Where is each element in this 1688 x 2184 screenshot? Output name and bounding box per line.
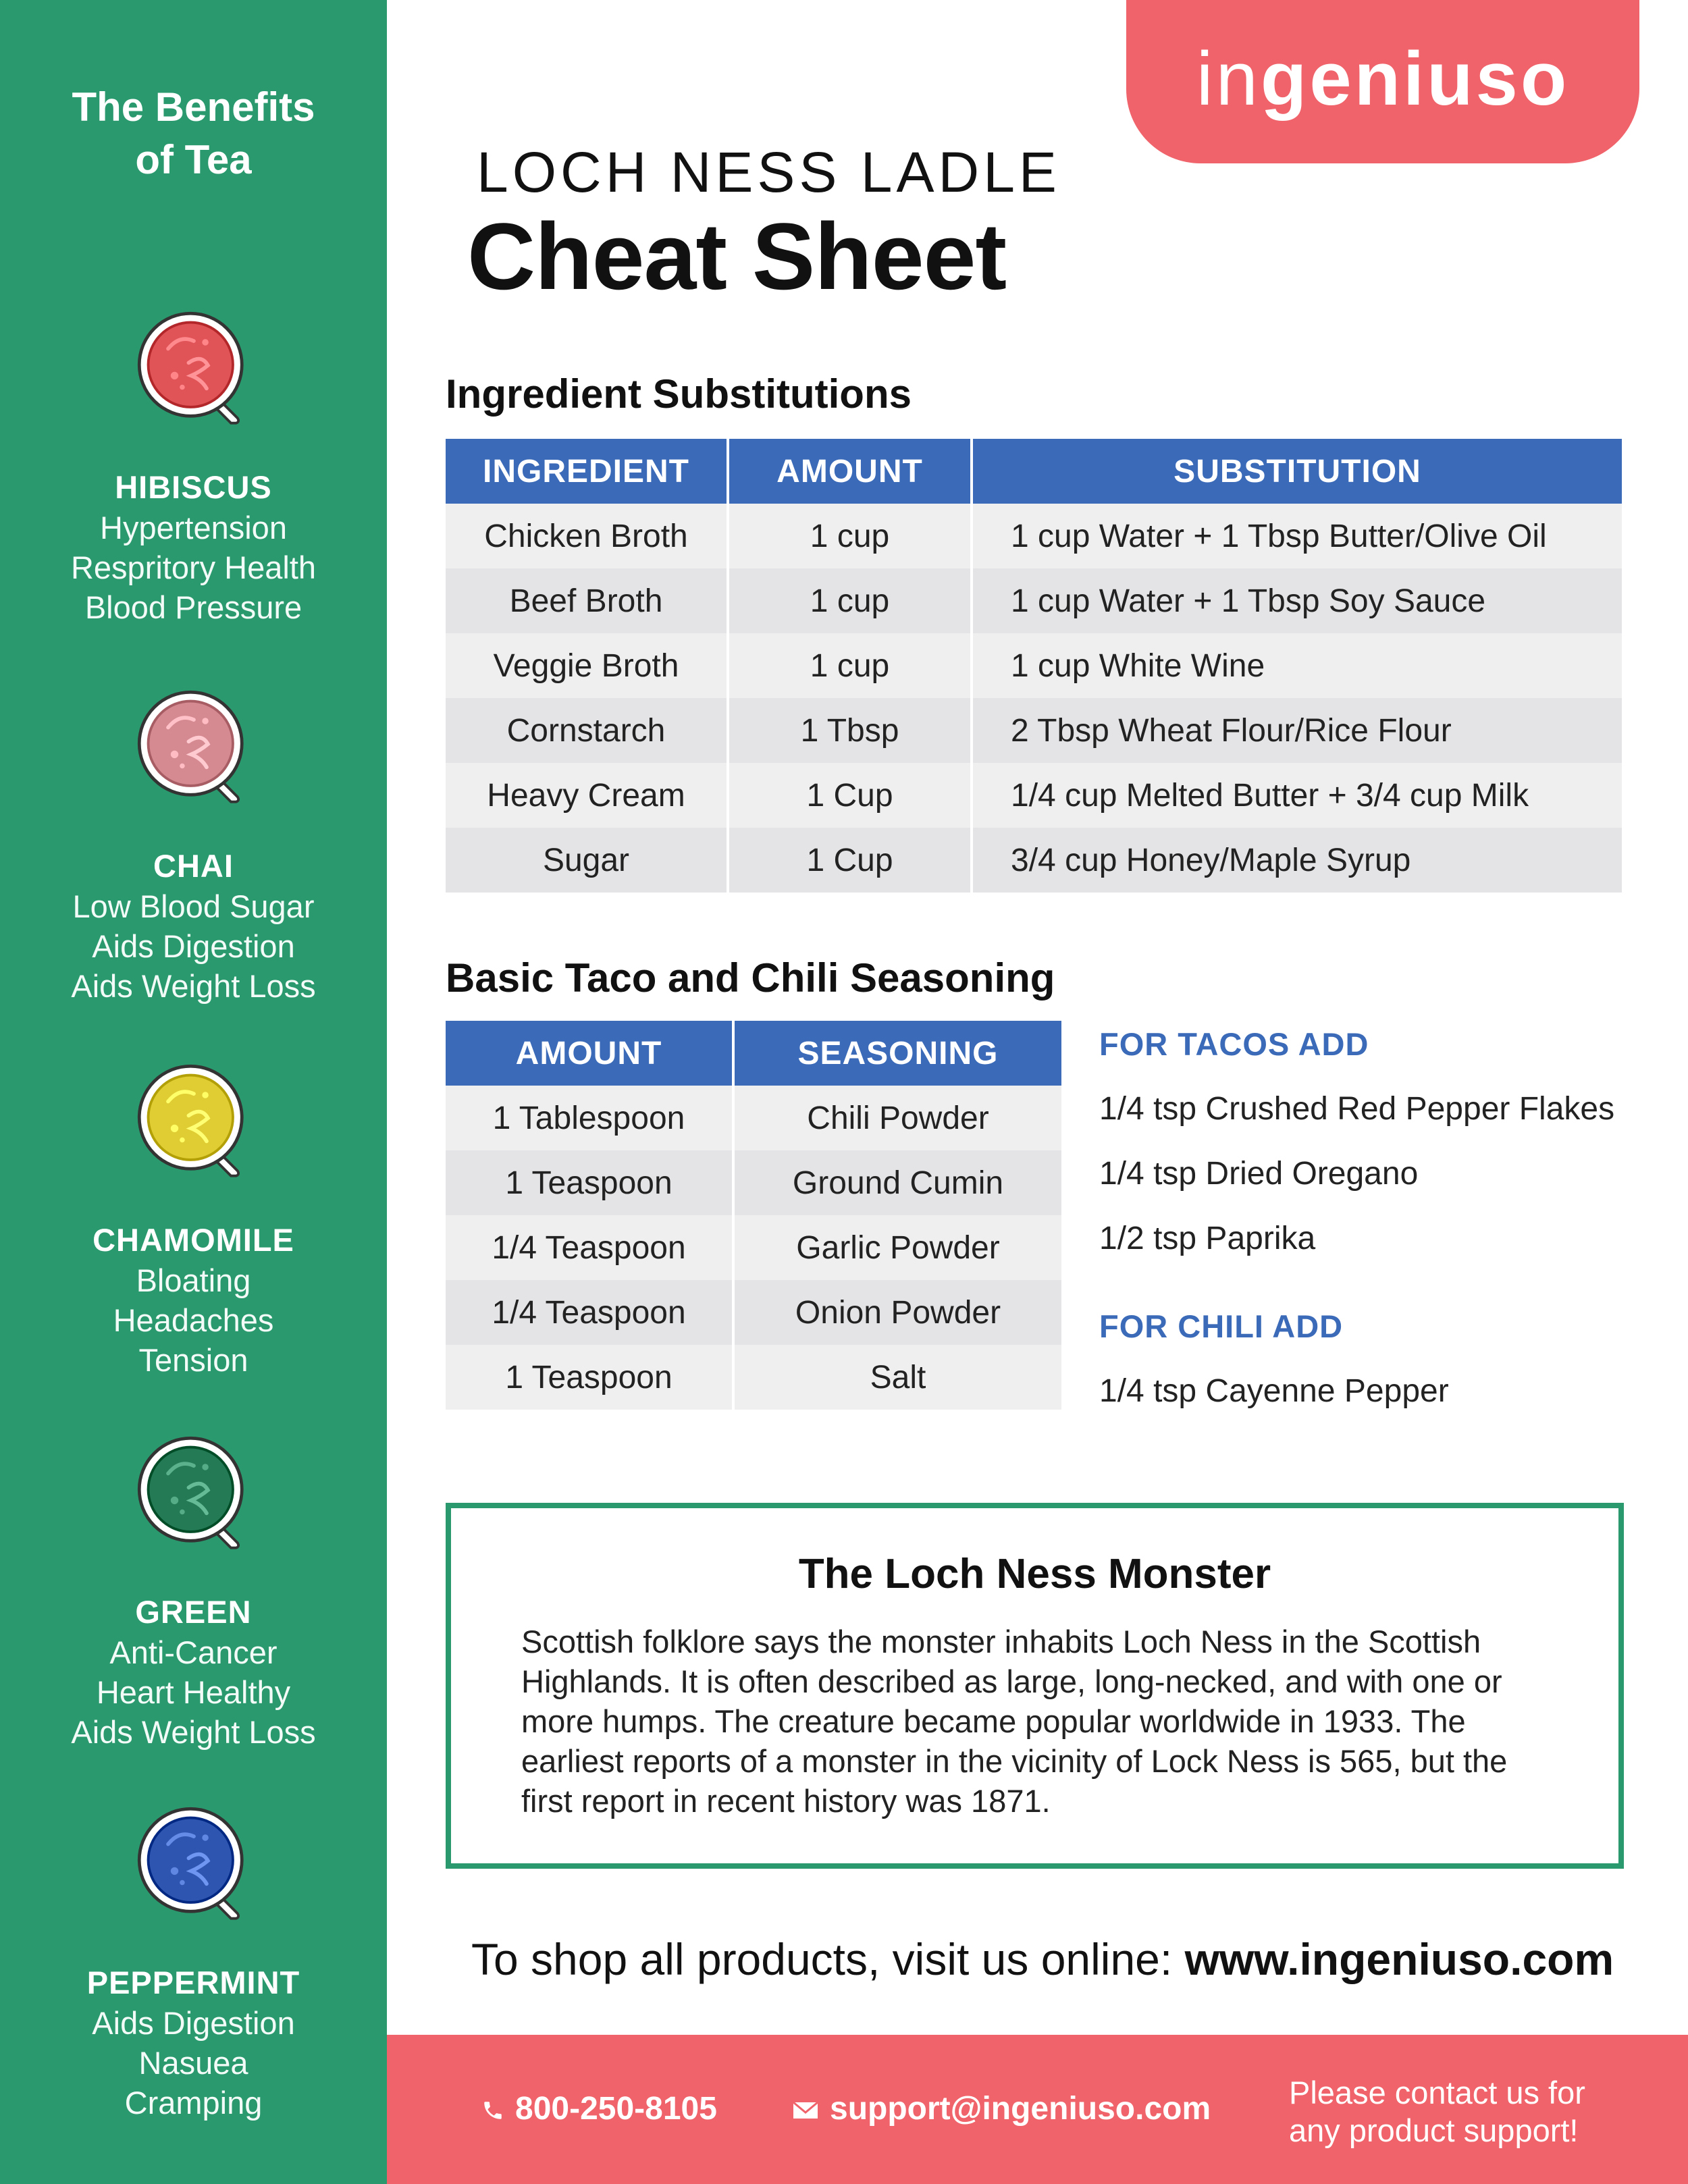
- table-header-row: [446, 439, 1622, 504]
- footer-email[interactable]: [792, 2089, 1211, 2129]
- table-cell: Onion Powder: [735, 1280, 1061, 1345]
- table-header-row: [446, 1021, 1061, 1086]
- table-cell: 1 cup Water + 1 Tbsp Soy Sauce: [973, 568, 1622, 633]
- footer-support-note: Please contact us for any product support!: [1289, 2075, 1585, 2148]
- shop-line: [471, 1931, 1614, 1988]
- substitutions-table: [443, 439, 1625, 893]
- shop-text: To shop all products, visit us online:: [471, 1934, 1185, 1984]
- table-cell: 3/4 cup Honey/Maple Syrup: [973, 828, 1622, 893]
- logo: ingeniuso: [1196, 36, 1570, 121]
- table-cell: Garlic Powder: [735, 1215, 1061, 1280]
- table-cell: 1 cup: [729, 568, 970, 633]
- table-cell: Salt: [735, 1345, 1061, 1410]
- table-cell: 1 Cup: [729, 828, 970, 893]
- table-cell: 1/4 cup Melted Butter + 3/4 cup Milk: [973, 763, 1622, 828]
- table-cell: Chicken Broth: [446, 504, 727, 568]
- table-cell: 1 Tbsp: [729, 698, 970, 763]
- email-address: support@ingeniuso.com: [830, 2091, 1211, 2127]
- chili-add-list: [1099, 1294, 1449, 1424]
- table-row: [446, 633, 1622, 698]
- table-cell: Sugar: [446, 828, 727, 893]
- envelope-icon: [792, 2100, 819, 2121]
- table-cell: 1 Teaspoon: [446, 1150, 732, 1215]
- peppermint-tea-cup-icon: [130, 1799, 258, 1927]
- table-cell: Cornstarch: [446, 698, 727, 763]
- list-item: 1/4 tsp Dried Oregano: [1099, 1156, 1419, 1192]
- tea-hibiscus: [0, 304, 387, 627]
- tea-benefit: Anti-Cancer: [109, 1634, 278, 1670]
- tacos-add-list: [1099, 1012, 1614, 1271]
- tea-name: PEPPERMINT: [86, 1965, 300, 2000]
- tea-benefit: Heart Healthy: [96, 1674, 291, 1710]
- table-cell: Heavy Cream: [446, 763, 727, 828]
- tea-benefit: Headaches: [113, 1302, 274, 1338]
- table-cell: 1/4 Teaspoon: [446, 1280, 732, 1345]
- tea-chai: [0, 683, 387, 1006]
- page-supertitle: LOCH NESS LADLE: [477, 140, 1061, 204]
- green-tea-cup-icon: [130, 1429, 258, 1557]
- seasoning-title: Basic Taco and Chili Seasoning: [446, 955, 1055, 1001]
- logo-tab: [1126, 0, 1639, 163]
- table-cell: 1/4 Teaspoon: [446, 1215, 732, 1280]
- table-row: [446, 568, 1622, 633]
- table-row: [446, 698, 1622, 763]
- tea-benefit: Cramping: [124, 2085, 263, 2121]
- sidebar: [0, 0, 387, 2184]
- info-box-title: The Loch Ness Monster: [798, 1551, 1271, 1597]
- tea-benefit: Aids Digestion: [92, 928, 295, 964]
- table-row: [446, 1345, 1061, 1410]
- tea-peppermint: [0, 1799, 387, 2123]
- table-cell: 1 Teaspoon: [446, 1345, 732, 1410]
- table-row: [446, 504, 1622, 568]
- tea-benefit: Aids Weight Loss: [71, 1714, 316, 1750]
- table-cell: Chili Powder: [735, 1086, 1061, 1150]
- table-cell: 1 cup Water + 1 Tbsp Butter/Olive Oil: [973, 504, 1622, 568]
- website-link[interactable]: www.ingeniuso.com: [1184, 1934, 1614, 1984]
- chamomile-tea-cup-icon: [130, 1057, 258, 1185]
- tea-benefit: Aids Digestion: [92, 2005, 295, 2041]
- table-row: [446, 1280, 1061, 1345]
- loch-ness-info-box: [446, 1503, 1624, 1869]
- column-header: AMOUNT: [729, 439, 970, 504]
- info-box-text: Scottish folklore says the monster inhabits Loch Ness in the Scottish Highlands. It is often described as large, long-necked, and with one or more humps. The creature became popular worldwide in 1933. The earliest reports of a monster in the vicinity of Lock Ness is 565, but the first report in recent history was 1871.: [521, 1624, 1508, 1819]
- tea-name: CHAI: [153, 848, 234, 884]
- column-header: SEASONING: [735, 1021, 1061, 1086]
- phone-number: 800-250-8105: [515, 2091, 717, 2127]
- page-title: Cheat Sheet: [467, 203, 1007, 309]
- table-cell: 1 cup: [729, 633, 970, 698]
- table-row: [446, 763, 1622, 828]
- tea-name: CHAMOMILE: [93, 1222, 294, 1258]
- sidebar-title: The Benefits of Tea: [72, 84, 315, 182]
- table-cell: Beef Broth: [446, 568, 727, 633]
- tea-benefit: Nasuea: [138, 2045, 248, 2081]
- list-item: 1/2 tsp Paprika: [1099, 1221, 1316, 1256]
- list-item: 1/4 tsp Crushed Red Pepper Flakes: [1099, 1091, 1615, 1127]
- list-item: 1/4 tsp Cayenne Pepper: [1099, 1373, 1449, 1409]
- tea-benefit: Blood Pressure: [84, 589, 302, 625]
- tea-benefit: Low Blood Sugar: [72, 888, 315, 924]
- tea-benefit: Tension: [138, 1342, 248, 1378]
- table-cell: 1 cup White Wine: [973, 633, 1622, 698]
- footer-phone[interactable]: [481, 2089, 717, 2129]
- table-cell: 1 cup: [729, 504, 970, 568]
- table-cell: 1 Cup: [729, 763, 970, 828]
- table-row: [446, 1215, 1061, 1280]
- chili-add-heading: FOR CHILI ADD: [1099, 1308, 1344, 1344]
- tea-benefit: Respritory Health: [70, 550, 317, 585]
- table-cell: 1 Tablespoon: [446, 1086, 732, 1150]
- table-row: [446, 1150, 1061, 1215]
- tea-name: GREEN: [135, 1594, 252, 1630]
- table-row: [446, 1086, 1061, 1150]
- tea-benefit: Hypertension: [100, 510, 287, 545]
- tea-chamomile: [0, 1057, 387, 1380]
- substitutions-title: Ingredient Substitutions: [446, 371, 912, 417]
- column-header: AMOUNT: [446, 1021, 732, 1086]
- chai-tea-cup-icon: [130, 683, 258, 811]
- tea-benefit: Aids Weight Loss: [71, 968, 316, 1004]
- hibiscus-tea-cup-icon: [130, 304, 258, 432]
- table-cell: 2 Tbsp Wheat Flour/Rice Flour: [973, 698, 1622, 763]
- column-header: SUBSTITUTION: [973, 439, 1622, 504]
- tea-name: HIBISCUS: [115, 469, 272, 505]
- column-header: INGREDIENT: [446, 439, 727, 504]
- table-row: [446, 828, 1622, 893]
- phone-icon: [481, 2099, 504, 2122]
- tea-green: [0, 1429, 387, 1752]
- tea-benefit: Bloating: [136, 1262, 251, 1298]
- tacos-add-heading: FOR TACOS ADD: [1099, 1026, 1369, 1062]
- seasoning-table: [443, 1021, 1064, 1410]
- table-cell: Veggie Broth: [446, 633, 727, 698]
- footer: [387, 2035, 1688, 2184]
- table-cell: Ground Cumin: [735, 1150, 1061, 1215]
